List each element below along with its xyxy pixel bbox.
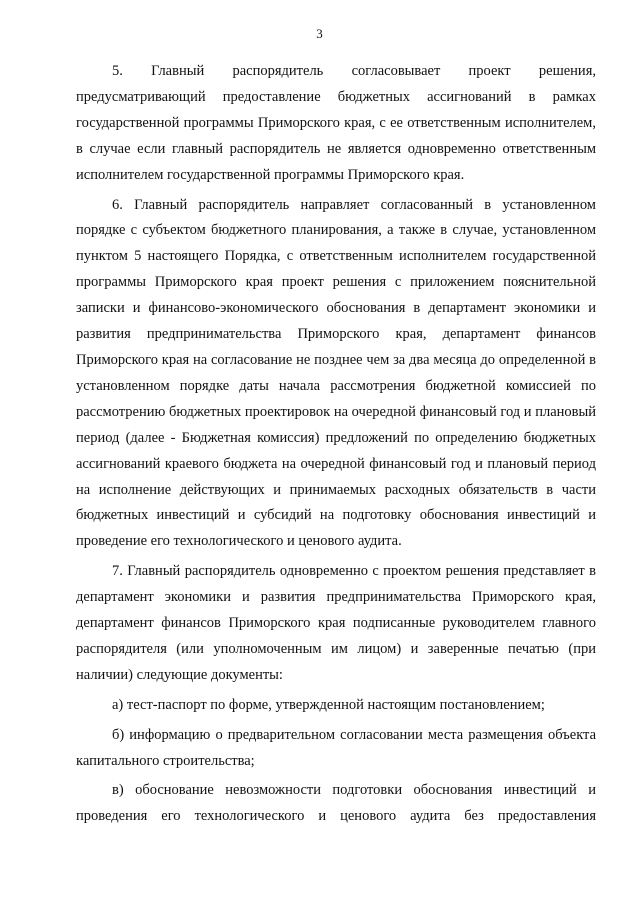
paragraph-7: 7. Главный распорядитель одновременно с проектом решения представляет в департамент экономики и развития предпринимательства Приморского края, департамент финансов Приморского края подписанные руководителем главного распорядителя (или уполномоченным им лицом) и заверенные печатью (при наличии) следующие документы: bbox=[76, 563, 596, 683]
document-body bbox=[76, 59, 596, 830]
paragraph-6: 6. Главный распорядитель направляет согласованный в установленном порядке с субъектом бюджетного планирования, а также в случае, установленном пунктом 5 настоящего Порядка, с ответственным исполнителем государственной программы Приморского края проект решения с приложением пояснительной записки и финансово-экономического обоснования в департамент экономики и развития предпринимательства Приморского края, департамент финансов Приморского края на согласование не позднее чем за два месяца до определенной в установленном порядке даты начала рассмотрения бюджетной комиссией по рассмотрению бюджетных проектировок на очередной финансовый год и плановый период (далее - Бюджетная комиссия) предложений по определению бюджетных ассигнований краевого бюджета на очередной финансовый год и плановый период на исполнение действующих и принимаемых расходных обязательств в части бюджетных инвестиций и субсидий на подготовку обоснования инвестиций и проведение его технологического и ценового аудита. bbox=[76, 196, 596, 550]
page-number: 3 bbox=[316, 26, 323, 41]
list-item-c: в) обоснование невозможности подготовки обоснования инвестиций и проведения его технологического и ценового аудита без предоставления bbox=[76, 782, 596, 825]
paragraph-5: 5. Главный распорядитель согласовывает проект решения, предусматривающий предоставление бюджетных ассигнований в рамках государственной программы Приморского края, с ее ответственным исполнителем, в случае если главный распорядитель не является одновременно ответственным исполнителем государственной программы Приморского края. bbox=[76, 63, 596, 183]
list-item-b: б) информацию о предварительном согласовании места размещения объекта капитального строительства; bbox=[76, 726, 596, 769]
list-item-a: а) тест-паспорт по форме, утвержденной настоящим постановлением; bbox=[112, 696, 545, 713]
